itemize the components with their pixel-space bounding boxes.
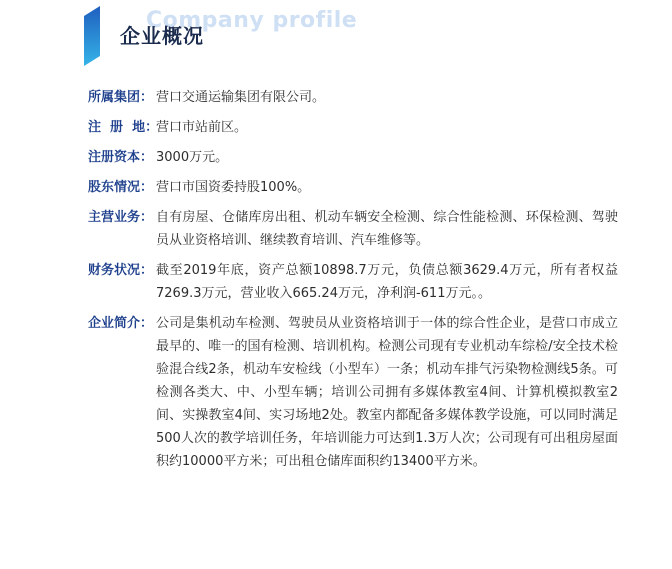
info-row-business	[88, 206, 618, 252]
info-value: 营口市站前区。	[156, 120, 248, 135]
info-label: 主营业务：	[88, 210, 154, 225]
info-value: 公司是集机动车检测、驾驶员从业资格培训于一体的综合性企业，是营口市成立最早的、唯一的国有检测、培训机构。检测公司现有专业机动车综检/安全技术检验混合线2条，机动车安检线（小型车）一条；机动车排气污染物检测线5条。可检测各类大、中、小型车辆；培训公司拥有多媒体教室4间、计算机模拟教室2间、实操教室4间、实习场地2处。教室内都配备多媒体教学设施，可以同时满足500人次的教学培训任务，年培训能力可达到1.3万人次；公司现有可出租房屋面积约10000平方米；可出租仓储库面积约13400平方米。	[156, 316, 618, 469]
info-row-group	[88, 86, 618, 109]
info-row-capital	[88, 146, 618, 169]
info-label: 股东情况：	[88, 180, 154, 195]
info-label: 所属集团：	[88, 90, 154, 105]
info-value: 截至2019年底，资产总额10898.7万元，负债总额3629.4万元，所有者权益7269.3万元，营业收入665.24万元，净利润-611万元。。	[156, 263, 618, 301]
info-value: 3000万元。	[156, 150, 229, 165]
title-english-watermark: Company profile	[146, 8, 358, 33]
info-value: 营口市国资委持股100%。	[156, 180, 311, 195]
info-label: 财务状况：	[88, 263, 154, 278]
info-row-shareholders	[88, 176, 618, 199]
info-label: 注 册 地：	[88, 120, 159, 135]
info-row-address	[88, 116, 618, 139]
info-value: 营口交通运输集团有限公司。	[156, 90, 326, 105]
info-value: 自有房屋、仓储库房出租、机动车辆安全检测、综合性能检测、环保检测、驾驶员从业资格培训、继续教育培训、汽车维修等。	[156, 210, 618, 248]
section-header	[0, 0, 672, 80]
info-row-finance	[88, 259, 618, 305]
company-info-list	[88, 86, 618, 473]
info-row-profile	[88, 312, 618, 473]
info-label: 企业简介：	[88, 316, 154, 331]
page-title: 企业概况	[120, 24, 204, 48]
title-accent-bar	[84, 6, 100, 66]
info-label: 注册资本：	[88, 150, 154, 165]
